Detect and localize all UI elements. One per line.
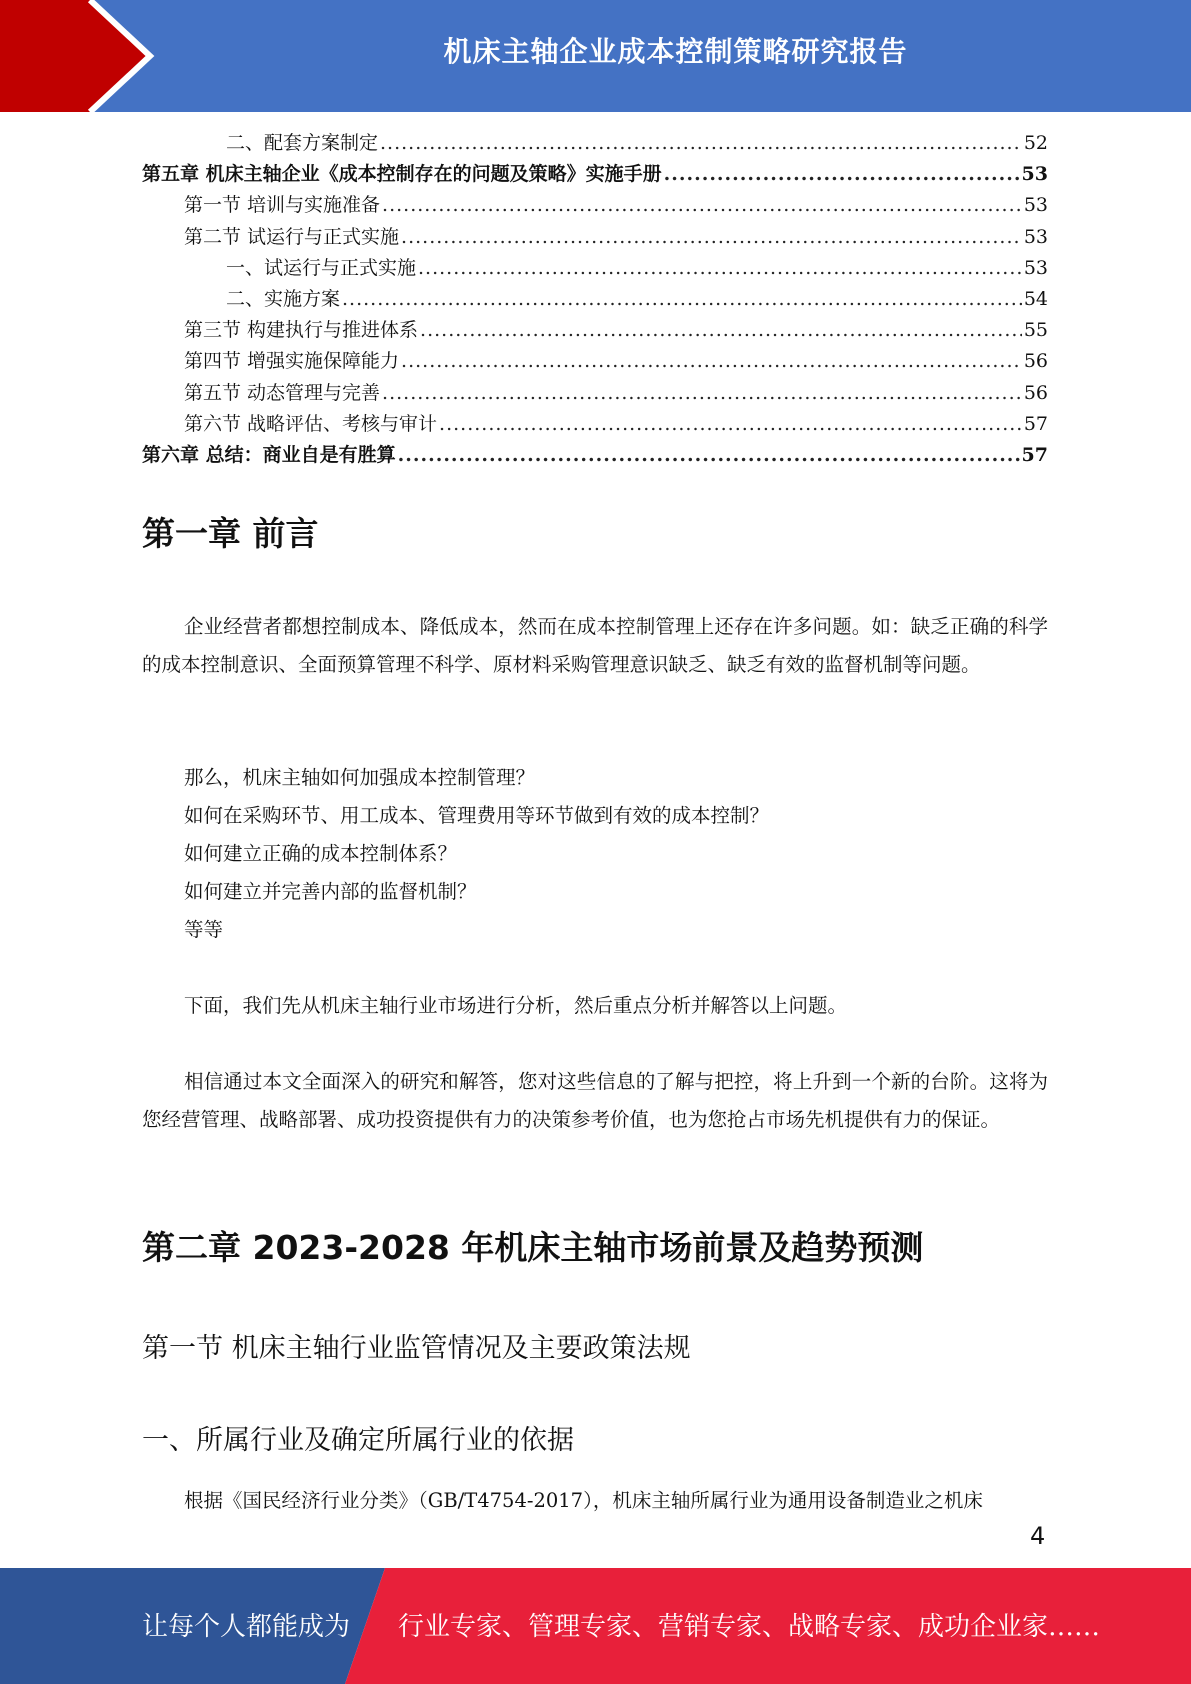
question-line: 等等 xyxy=(184,918,224,941)
toc-entry-page: 56 xyxy=(1023,381,1048,404)
question-line: 如何建立正确的成本控制体系？ xyxy=(184,842,458,865)
toc-leader-dots xyxy=(398,440,1020,471)
table-of-contents xyxy=(142,128,1048,471)
toc-entry-page: 53 xyxy=(1023,194,1048,217)
toc-leader-dots xyxy=(382,378,1022,409)
footer-slogan-right: 行业专家、管理专家、营销专家、战略专家、成功企业家…… xyxy=(398,1612,1101,1642)
toc-leader-dots xyxy=(420,315,1022,346)
toc-entry-page: 53 xyxy=(1023,256,1048,279)
toc-entry-title: 第三节 构建执行与推进体系 xyxy=(184,319,419,342)
chapter-2-title: 第二章 2023-2028 年机床主轴市场前景及趋势预测 xyxy=(142,1228,924,1267)
toc-entry-page: 55 xyxy=(1023,319,1048,342)
question-line: 如何建立并完善内部的监督机制？ xyxy=(184,880,477,903)
toc-entry-page: 57 xyxy=(1021,443,1048,466)
toc-entry[interactable] xyxy=(142,284,1048,315)
toc-entry[interactable] xyxy=(142,222,1048,253)
toc-entry-page: 54 xyxy=(1023,287,1048,310)
subsection-title: 一、所属行业及确定所属行业的依据 xyxy=(142,1425,574,1456)
toc-entry-page: 53 xyxy=(1021,163,1048,186)
toc-entry[interactable] xyxy=(142,346,1048,377)
chapter-1-paragraph-2: 下面，我们先从机床主轴行业市场进行分析，然后重点分析并解答以上问题。 xyxy=(184,994,848,1017)
report-title: 机床主轴企业成本控制策略研究报告 xyxy=(443,35,908,68)
toc-leader-dots xyxy=(401,222,1022,253)
toc-leader-dots xyxy=(439,409,1022,440)
question-line: 那么，机床主轴如何加强成本控制管理？ xyxy=(184,766,536,789)
toc-entry-page: 57 xyxy=(1023,412,1048,435)
page-number: 4 xyxy=(1030,1522,1046,1550)
chapter-2-paragraph-1: 根据《国民经济行业分类》（GB/T4754-2017），机床主轴所属行业为通用设备制造业之机床 xyxy=(184,1489,983,1512)
toc-leader-dots xyxy=(380,128,1022,159)
toc-entry-title: 第六节 战略评估、考核与审计 xyxy=(184,412,438,435)
toc-entry-page: 56 xyxy=(1023,350,1048,373)
toc-entry-title: 第五节 动态管理与完善 xyxy=(184,381,381,404)
toc-entry[interactable] xyxy=(142,253,1048,284)
toc-entry[interactable] xyxy=(142,378,1048,409)
toc-entry[interactable] xyxy=(142,409,1048,440)
toc-entry-title: 第二节 试运行与正式实施 xyxy=(184,225,400,248)
toc-entry-title: 第四节 增强实施保障能力 xyxy=(184,350,400,373)
toc-leader-dots xyxy=(342,284,1022,315)
toc-entry-title: 一、试运行与正式实施 xyxy=(226,256,417,279)
chapter-1-paragraph-1: 企业经营者都想控制成本、降低成本，然而在成本控制管理上还存在许多问题。如：缺乏正确的科学的成本控制意识、全面预算管理不科学、原材料采购管理意识缺乏、缺乏有效的监督机制等问题。 xyxy=(142,615,1048,676)
toc-entry[interactable] xyxy=(142,159,1048,190)
toc-leader-dots xyxy=(664,159,1020,190)
toc-entry[interactable] xyxy=(142,440,1048,471)
page-footer xyxy=(0,1568,1191,1684)
toc-entry-page: 53 xyxy=(1023,225,1048,248)
page-header xyxy=(0,0,1191,112)
toc-leader-dots xyxy=(418,253,1022,284)
chapter-1-title: 第一章 前言 xyxy=(142,514,319,553)
section-title: 第一节 机床主轴行业监管情况及主要政策法规 xyxy=(142,1333,691,1364)
chapter-1-paragraph-3: 相信通过本文全面深入的研究和解答，您对这些信息的了解与把控，将上升到一个新的台阶。这将为您经营管理、战略部署、成功投资提供有力的决策参考价值，也为您抢占市场先机提供有力的保证。 xyxy=(142,1070,1048,1131)
toc-leader-dots xyxy=(382,190,1022,221)
toc-entry-page: 52 xyxy=(1023,132,1048,154)
toc-entry[interactable] xyxy=(142,190,1048,221)
toc-entry-title: 二、配套方案制定 xyxy=(226,132,379,154)
question-line: 如何在采购环节、用工成本、管理费用等环节做到有效的成本控制？ xyxy=(184,804,770,827)
toc-entry-title: 第一节 培训与实施准备 xyxy=(184,194,381,217)
toc-entry[interactable] xyxy=(142,315,1048,346)
toc-entry-title: 二、实施方案 xyxy=(226,287,341,310)
footer-slogan-left: 让每个人都能成为 xyxy=(142,1612,351,1642)
toc-leader-dots xyxy=(401,346,1022,377)
toc-entry[interactable] xyxy=(142,128,1048,159)
toc-entry-title: 第五章 机床主轴企业《成本控制存在的问题及策略》实施手册 xyxy=(142,163,662,186)
toc-entry-title: 第六章 总结：商业自是有胜算 xyxy=(142,443,396,466)
